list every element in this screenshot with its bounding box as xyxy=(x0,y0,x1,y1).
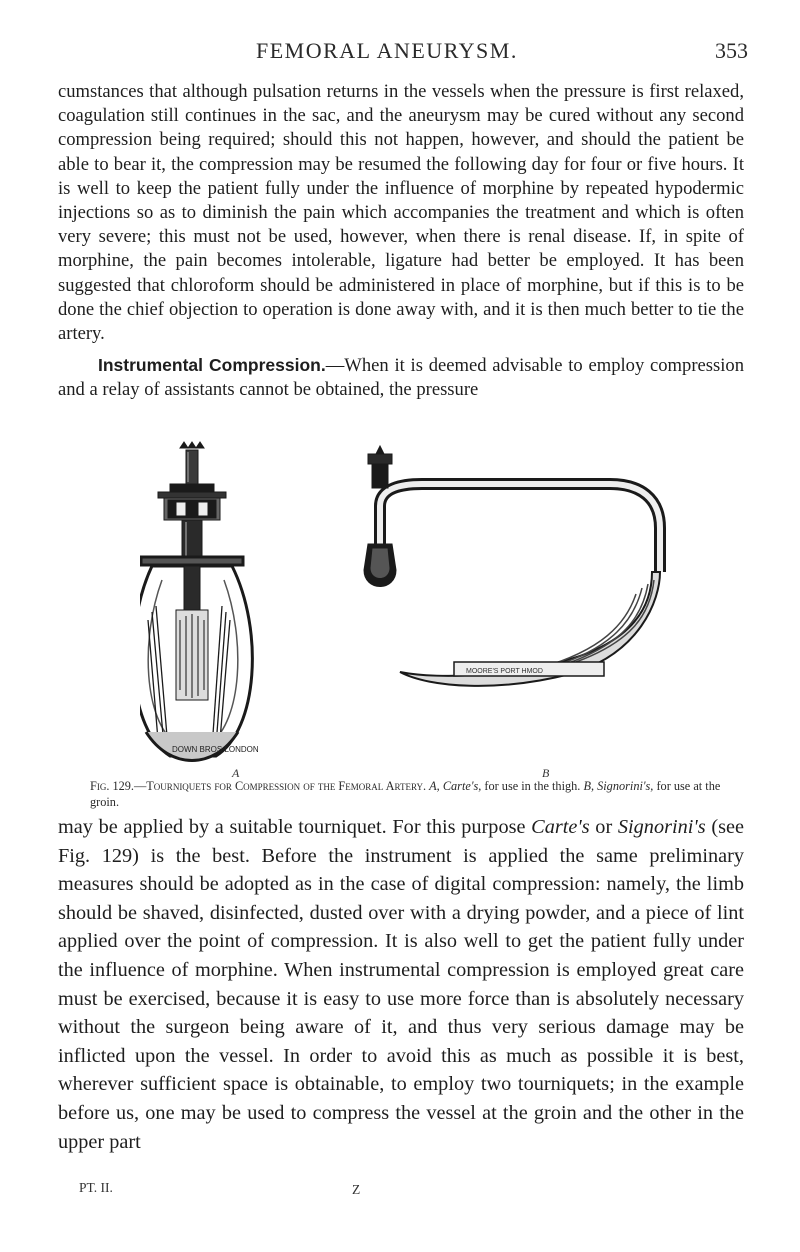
signature-part: PT. II. xyxy=(79,1180,113,1195)
maker-mark-a: DOWN BROS LONDON xyxy=(172,745,259,754)
paragraph-text: or xyxy=(589,816,618,838)
paragraph-continuation: cumstances that although pulsation returns in the vessels when the pressure is first relaxed, coagulation still continues in the sac, and the aneurysm may be cured without any second compression being required; should this not happen, however, and should the patient be able to bear it, the compression may be resumed the following day for four or five hours. It is well to keep the patient fully under the influence of morphine by repeated hypodermic injections so as to diminish the pain which accompanies the treatment and which is often very severe; this must not be used, however, when there is renal disease. If, in spite of morphine, the pain becomes intolerable, ligature had better be employed. It has been suggested that chloroform should be administered in place of morphine, but if this is to be done the chief objection to operation is done away with, and it is then much better to tie the artery. xyxy=(58,81,744,345)
signature-letter: Z xyxy=(352,1182,361,1197)
caption-b-letter: B, xyxy=(583,779,595,793)
caption-a-name: Carte's, xyxy=(442,779,482,793)
maker-mark-b: MOORE'S PORT HMOD xyxy=(466,668,543,675)
caption-b-name: Signorini's, xyxy=(597,779,654,793)
section-run-in-heading: Instrumental Compression. xyxy=(98,355,326,375)
page-number: 353 xyxy=(715,38,748,63)
figure-label-b: B xyxy=(542,766,550,780)
paragraph-tourniquet-application xyxy=(58,813,744,1156)
caption-a-description: for use in the thigh. xyxy=(481,779,584,793)
figure-label-a: A xyxy=(232,766,240,780)
tourniquet-figure xyxy=(140,440,700,770)
cartes-name: Carte's xyxy=(531,816,590,838)
caption-heading: Fig. 129.—Tourniquets for Compression of the Femoral Artery. xyxy=(90,779,427,793)
paragraph-text: (see Fig. 129) is the best. Before the instrument is applied the same preliminary measures should be adopted as in the case of digital compression: namely, the limb should be shaved, disinfected, dusted over with a drying powder, and a piece of lint applied over the point of compression. It is also well to get the patient fully under the influence of morphine. When instrumental compression is employed great care must be exercised, because it is easy to use more force than is absolutely necessary without the surgeon being aware of it, and thus very serious damage may be inflicted upon the vessel. In order to avoid this as much as possible it is best, wherever sufficient space is obtainable, to employ two tourniquets; in the example before us, one may be used to compress the vessel at the groin and the other in the upper part xyxy=(58,816,744,1153)
signorinis-name: Signorini's xyxy=(617,816,706,838)
paragraph-text: may be applied by a suitable tourniquet. For this purpose xyxy=(58,816,532,838)
figure-caption xyxy=(90,779,750,810)
caption-b-description: for use at the groin. xyxy=(90,779,721,809)
running-title: FEMORAL ANEURYSM. xyxy=(256,38,518,63)
paragraph-text: —When it is deemed advisable to employ compression and a relay of assistants cannot be obtained, the pressure xyxy=(58,355,744,401)
caption-a-letter: A, xyxy=(429,779,440,793)
cartes-tourniquet-illustration xyxy=(140,442,252,761)
paragraph-instrumental-compression xyxy=(58,353,744,402)
signorinis-tourniquet-illustration xyxy=(364,446,660,686)
